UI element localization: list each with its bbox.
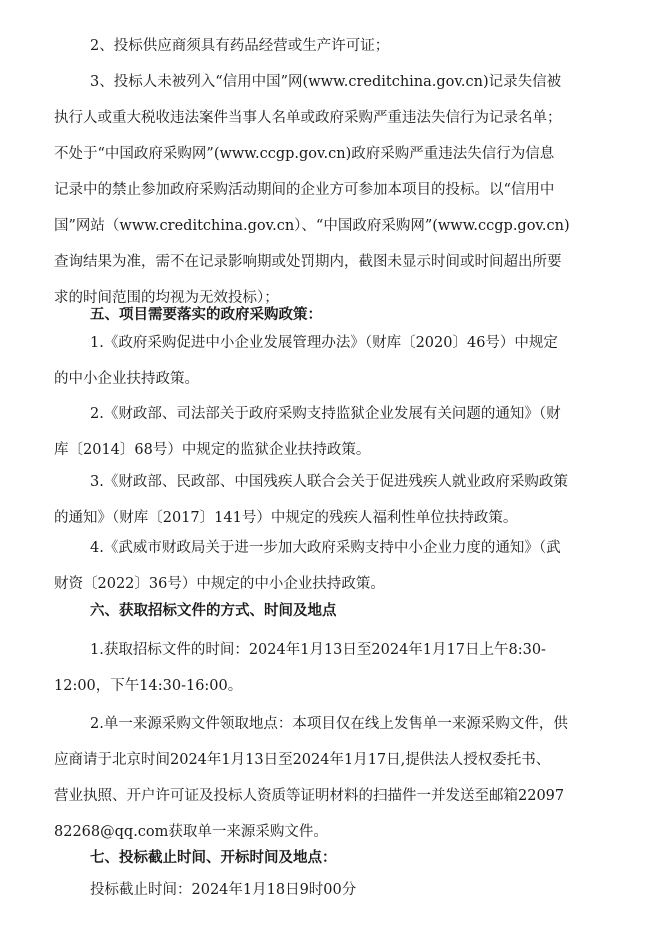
paragraph-obtain-2: [54, 706, 614, 850]
text-line: 投标截止时间：2024年1月18日9时00分: [90, 882, 357, 898]
paragraph-policy-4: [54, 530, 614, 602]
text-line: 3、投标人未被列入“信用中国”网(www.creditchina.gov.cn)记录失信被: [90, 74, 562, 90]
paragraph-qualification-2: [54, 28, 614, 64]
section-7-heading: [54, 840, 614, 876]
text-line: 82268@qq.com获取单一来源采购文件。: [54, 824, 328, 840]
text-line: 2.单一来源采购文件领取地点：本项目仅在线上发售单一来源采购文件，供: [90, 716, 568, 732]
text-line: 2.《财政部、司法部关于政府采购支持监狱企业发展有关问题的通知》（财: [90, 406, 561, 422]
text-line: 1.获取招标文件的时间：2024年1月13日至2024年1月17日上午8:30-: [90, 642, 546, 658]
section-6-heading: [54, 593, 614, 629]
text-line: 3.《财政部、民政部、中国残疾人联合会关于促进残疾人就业政府采购政策: [90, 474, 568, 490]
text-line: 的中小企业扶持政策。: [54, 371, 199, 387]
text-line: 国”网站（www.creditchina.gov.cn）、“中国政府采购网”(www.ccgp.gov.cn): [54, 218, 570, 234]
paragraph-policy-2: [54, 396, 614, 468]
text-line: 执行人或重大税收违法案件当事人名单或政府采购严重违法失信行为记录名单；: [54, 110, 562, 126]
text-line: 求的时间范围的均视为无效投标）；: [54, 290, 279, 306]
paragraph-deadline: [54, 872, 614, 908]
text-line: 应商请于北京时间2024年1月13日至2024年1月17日,提供法人授权委托书、: [54, 752, 551, 768]
paragraph-policy-1: [54, 325, 614, 397]
paragraph-policy-3: [54, 464, 614, 536]
text-line: 营业执照、开户许可证及投标人资质等证明材料的扫描件一并发送至邮箱22097: [54, 788, 565, 804]
text-line: 记录中的禁止参加政府采购活动期间的企业方可参加本项目的投标。以“信用中: [54, 182, 555, 198]
text-line: 不处于“中国政府采购网”(www.ccgp.gov.cn)政府采购严重违法失信行为信息: [54, 146, 555, 162]
text-line: 4.《武威市财政局关于进一步加大政府采购支持中小企业力度的通知》（武: [90, 540, 561, 556]
section-title: 六、获取招标文件的方式、时间及地点: [90, 603, 337, 619]
paragraph-obtain-1: [54, 632, 614, 704]
text-line: 1.《政府采购促进中小企业发展管理办法》（财库〔2020〕46号）中规定: [90, 335, 558, 351]
section-title: 五、项目需要落实的政府采购政策：: [90, 307, 322, 323]
text-line: 的通知》（财库〔2017〕141号）中规定的残疾人福利性单位扶持政策。: [54, 510, 518, 526]
text-line: 12:00，下午14:30-16:00。: [54, 678, 243, 694]
text-line: 财资〔2022〕36号）中规定的中小企业扶持政策。: [54, 576, 385, 592]
text-line: 库〔2014〕68号）中规定的监狱企业扶持政策。: [54, 442, 371, 458]
text-line: 查询结果为准，需不在记录影响期或处罚期内，截图未显示时间或时间超出所要: [54, 254, 562, 270]
text-line: 2、投标供应商须具有药品经营或生产许可证；: [90, 38, 390, 54]
section-title: 七、投标截止时间、开标时间及地点：: [90, 850, 337, 866]
paragraph-qualification-3: [54, 64, 614, 316]
